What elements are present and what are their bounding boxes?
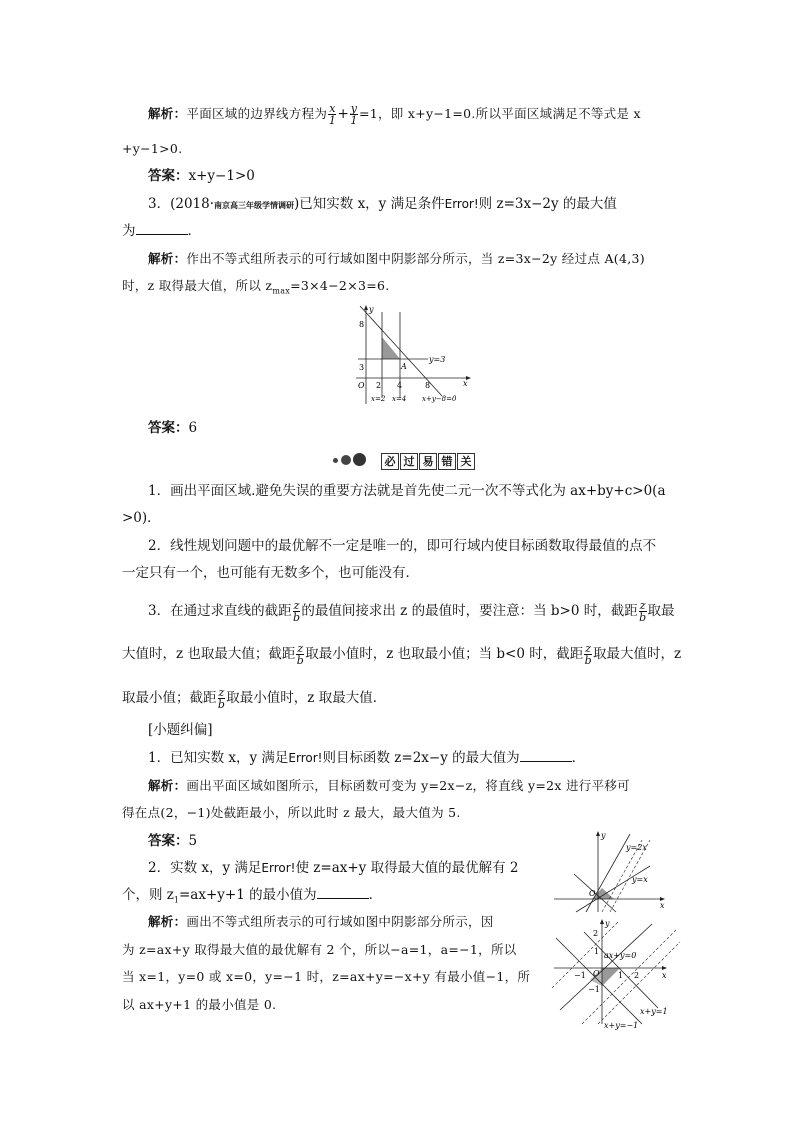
banner-char-5: 关 bbox=[457, 453, 475, 470]
top-answer bbox=[148, 166, 255, 186]
analysis-text: 作出不等式组所表示的可行域如图中阴影部分所示，当 z=3x−2y 经过点 A(4,3) bbox=[186, 251, 645, 266]
tip3-line2 bbox=[122, 643, 681, 666]
point-A-label: A bbox=[401, 362, 407, 371]
origin-label: O bbox=[358, 381, 365, 390]
banner-char-2: 过 bbox=[400, 453, 418, 470]
tick-1-y: 1 bbox=[594, 947, 600, 956]
label-y-equals-3: y=3 bbox=[429, 355, 446, 364]
fraction-z-over-b: $\frac{z}{b}$ bbox=[296, 642, 304, 667]
p2-text-cont: =ax+y+1 的最小值为 bbox=[179, 887, 317, 903]
q3-error-placeholder: Error! bbox=[444, 197, 479, 211]
tick-2-x: 2 bbox=[634, 971, 640, 980]
analysis-text: 画出不等式组所表示的可行域如图中阴影部分所示，因 bbox=[186, 914, 494, 929]
x-axis-label: x bbox=[463, 379, 468, 388]
analysis-label: 解析： bbox=[148, 106, 187, 121]
p2-answer-blank bbox=[317, 886, 369, 899]
tip3-text: 取最大值时，z bbox=[593, 646, 682, 662]
tip3-text: 取最小值时，z 取最大值． bbox=[226, 690, 387, 706]
top-analysis-line1 bbox=[148, 103, 641, 126]
answer-value: x+y−1>0 bbox=[188, 168, 255, 184]
p1-question bbox=[148, 748, 585, 768]
tip3-line3 bbox=[122, 687, 386, 710]
fraction-z-over-b: $\frac{z}{b}$ bbox=[584, 642, 592, 667]
p1-answer bbox=[148, 831, 197, 851]
analysis-text-cont: =1，即 x+y−1=0.所以平面区域满足不等式是 x bbox=[358, 106, 641, 121]
fraction-y-over-1: $\frac{y}{1}$ bbox=[350, 102, 358, 127]
q3-line1 bbox=[148, 194, 617, 215]
tick-neg1-y: −1 bbox=[588, 985, 600, 994]
origin-label: O bbox=[589, 889, 596, 898]
line-y-x bbox=[576, 866, 650, 912]
tick-8-y: 8 bbox=[359, 320, 365, 329]
answer-value: 6 bbox=[188, 420, 198, 436]
analysis-result: =3×4−2×3=6. bbox=[290, 278, 390, 293]
x-axis-label: x bbox=[660, 901, 665, 910]
fraction-x-over-1: $\frac{x}{1}$ bbox=[328, 102, 336, 127]
tick-8-x: 8 bbox=[425, 381, 431, 390]
top-analysis-line2: +y−1>0. bbox=[122, 141, 183, 156]
q3-analysis-line1 bbox=[148, 249, 645, 269]
q3-period: ． bbox=[187, 223, 201, 239]
p2-analysis-line3: 当 x=1，y=0 或 x=0，y=−1 时，z=ax+y=−x+y 有最小值−1，所 bbox=[122, 969, 531, 984]
subscript-max: max bbox=[272, 286, 291, 296]
label-x-plus-y-8: x+y−8=0 bbox=[422, 395, 457, 403]
tip3-text: 大值时，z 也取最大值；截距 bbox=[122, 646, 296, 662]
practice-header: [小题纠偏] bbox=[148, 722, 213, 738]
p1-text: 1．已知实数 x，y 满足 bbox=[148, 750, 289, 766]
label-ax-y-0: ax+y=0 bbox=[604, 951, 637, 960]
answer-label: 答案： bbox=[148, 420, 189, 436]
y-axis-arrow bbox=[364, 305, 368, 310]
p2-analysis-line2: 为 z=ax+y 取得最大值的最优解有 2 个，所以−a=1，a=−1，所以 bbox=[122, 942, 517, 957]
tick-neg1-x: −1 bbox=[574, 971, 586, 980]
y-axis-arrow bbox=[596, 831, 600, 836]
x-axis-arrow bbox=[662, 966, 667, 970]
p2-text: 个，则 z bbox=[122, 887, 174, 903]
line-ax-y-0 bbox=[560, 924, 652, 1010]
tick-2-y: 2 bbox=[593, 929, 599, 938]
label-x-equals-2: x=2 bbox=[371, 395, 386, 403]
tick-4-x: 4 bbox=[397, 381, 403, 390]
label-y-x: y=x bbox=[632, 875, 648, 884]
tip1-line2: >0)． bbox=[122, 510, 161, 526]
tip3-text: 3．在通过求直线的截距 bbox=[148, 603, 292, 619]
tip3-line1 bbox=[148, 600, 675, 623]
figure-feasible-region-2 bbox=[552, 828, 672, 914]
p2-error-placeholder: Error! bbox=[261, 861, 296, 875]
tick-1-x: 1 bbox=[618, 971, 624, 980]
q3-line2 bbox=[122, 221, 201, 241]
q3-wei: 为 bbox=[122, 223, 136, 239]
banner-dot-large bbox=[353, 453, 366, 466]
answer-value: 5 bbox=[188, 833, 198, 849]
answer-label: 答案： bbox=[148, 168, 189, 184]
analysis-label: 解析： bbox=[148, 778, 187, 793]
tip2-line2: 一定只有一个，也可能有无数多个，也可能没有． bbox=[122, 565, 419, 581]
origin-label: O bbox=[593, 969, 600, 978]
q3-text: )已知实数 x，y 满足条件 bbox=[294, 196, 445, 212]
y-axis-label: y bbox=[605, 919, 610, 928]
q3-answer-blank bbox=[136, 222, 188, 235]
figure-feasible-region-3 bbox=[548, 916, 688, 1032]
fraction-z-over-b: $\frac{z}{b}$ bbox=[217, 686, 225, 711]
label-x-plus-y-1: x+y=1 bbox=[640, 1007, 668, 1016]
q3-analysis-line2 bbox=[122, 276, 390, 302]
line-y-2x bbox=[586, 834, 630, 912]
label-y-2x: y=2x bbox=[626, 843, 647, 852]
analysis-text: 平面区域的边界线方程为 bbox=[186, 106, 328, 121]
p2-text-cont: 使 z=ax+y 取得最大值的最优解有 2 bbox=[295, 860, 519, 876]
tip3-text: 取最小值；截距 bbox=[122, 690, 217, 706]
p1-analysis-line1 bbox=[148, 776, 630, 796]
q3-source: 南京高三年级学情调研 bbox=[214, 200, 295, 210]
analysis-text: 画出平面区域如图所示，目标函数可变为 y=2x−z，将直线 y=2x 进行平移可 bbox=[186, 778, 630, 793]
banner-dot-medium bbox=[341, 455, 351, 465]
tip2-line1: 2．线性规划问题中的最优解不一定是唯一的，即可行域内使目标函数取得最值的点不 bbox=[148, 538, 657, 554]
analysis-label: 解析： bbox=[148, 251, 187, 266]
fraction-z-over-b: $\frac{z}{b}$ bbox=[292, 599, 301, 624]
y-axis-label: y bbox=[601, 831, 606, 840]
p1-period: ． bbox=[571, 750, 586, 766]
banner-dot-small bbox=[333, 458, 338, 463]
q3-text-cont: 则 z=3x−2y 的最大值 bbox=[478, 196, 617, 212]
label-x-plus-y-neg1: x+y=−1 bbox=[604, 1021, 639, 1030]
tip3-text: 的最值间接求出 z 的最值时，要注意：当 b>0 时，截距 bbox=[301, 603, 638, 619]
p2-question-line2 bbox=[122, 885, 382, 911]
q3-answer bbox=[148, 418, 197, 438]
p1-text-cont: 则目标函数 z=2x−y 的最大值为 bbox=[322, 750, 520, 766]
p1-analysis-line2: 得在点(2，−1)处截距最小，所以此时 z 最大，最大值为 5. bbox=[122, 805, 461, 820]
p1-answer-blank bbox=[520, 749, 572, 762]
plus-sign: + bbox=[337, 106, 349, 122]
analysis-label: 解析： bbox=[148, 914, 187, 929]
banner-char-4: 错 bbox=[438, 453, 456, 470]
label-x-equals-4: x=4 bbox=[392, 395, 407, 403]
fraction-z-over-b: $\frac{z}{b}$ bbox=[639, 599, 647, 624]
figure-feasible-region-1 bbox=[352, 304, 482, 408]
tick-2-x: 2 bbox=[376, 381, 382, 390]
answer-label: 答案： bbox=[148, 833, 189, 849]
y-axis-label: y bbox=[369, 305, 374, 314]
tip3-text: 取最小值时，z 也取最小值；当 b<0 时，截距 bbox=[305, 646, 584, 662]
y-axis-arrow bbox=[600, 919, 604, 924]
p2-text: 2．实数 x，y 满足 bbox=[148, 860, 262, 876]
banner-char-3: 易 bbox=[419, 453, 437, 470]
tip1-line1: 1．画出平面区域.避免失误的重要方法就是首先使二元一次不等式化为 ax+by+c>0(a bbox=[148, 483, 666, 499]
p2-analysis-line4: 以 ax+y+1 的最小值是 0. bbox=[122, 997, 277, 1012]
analysis-text: 时，z 取得最大值，所以 z bbox=[122, 278, 273, 293]
p1-error-placeholder: Error! bbox=[288, 751, 323, 765]
p2-question-line1 bbox=[148, 858, 518, 878]
p2-period: ． bbox=[368, 887, 383, 903]
subscript-1: 1 bbox=[173, 895, 179, 905]
tip3-text: 取最 bbox=[647, 603, 675, 619]
q3-number: 3．(2018· bbox=[148, 196, 215, 212]
x-axis-label: x bbox=[662, 971, 667, 980]
p2-analysis-line1 bbox=[148, 912, 494, 932]
banner-char-1: 必 bbox=[381, 453, 399, 470]
tick-3-y: 3 bbox=[359, 363, 365, 372]
